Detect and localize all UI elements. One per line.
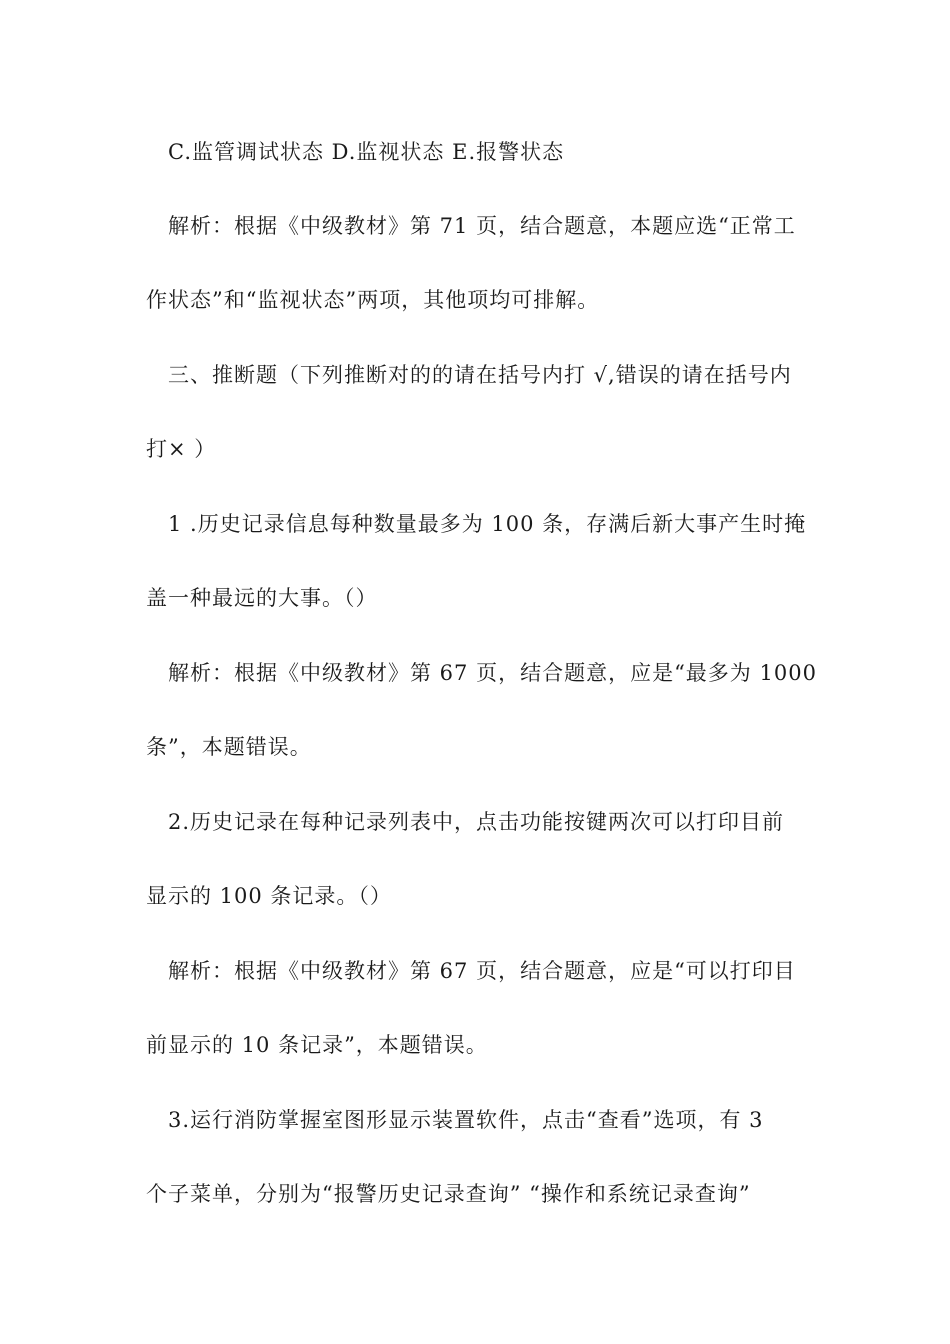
analysis-1-continued: 条”，本题错误。 bbox=[146, 735, 312, 759]
question-2-continued: 显示的 100 条记录。（） bbox=[146, 884, 392, 908]
section-heading: 三、推断题（下列推断对的的请在括号内打 √,错误的请在括号内 bbox=[168, 363, 792, 387]
question-1: 1 .历史记录信息每种数量最多为 100 条，存满后新大事产生时掩 bbox=[168, 512, 807, 536]
analysis-2-continued: 前显示的 10 条记录”，本题错误。 bbox=[146, 1033, 488, 1057]
question-2: 2.历史记录在每种记录列表中，点击功能按键两次可以打印目前 bbox=[168, 810, 785, 834]
section-heading-continued: 打× ） bbox=[146, 437, 217, 461]
question-3: 3.运行消防掌握室图形显示装置软件，点击“查看”选项，有 3 bbox=[168, 1108, 764, 1132]
question-3-continued: 个子菜单，分别为“报警历史记录查询” “操作和系统记录查询” bbox=[146, 1182, 751, 1206]
question-1-continued: 盖一种最远的大事。（） bbox=[146, 586, 378, 610]
analysis-2: 解析：根据《中级教材》第 67 页，结合题意，应是“可以打印目 bbox=[168, 959, 796, 983]
option-line: C.监管调试状态 D.监视状态 E.报警状态 bbox=[168, 140, 565, 164]
analysis-line: 解析：根据《中级教材》第 71 页，结合题意，本题应选“正常工 bbox=[168, 214, 796, 238]
analysis-line-continued: 作状态”和“监视状态”两项，其他项均可排解。 bbox=[146, 288, 600, 312]
analysis-1: 解析：根据《中级教材》第 67 页，结合题意，应是“最多为 1000 bbox=[168, 661, 817, 685]
